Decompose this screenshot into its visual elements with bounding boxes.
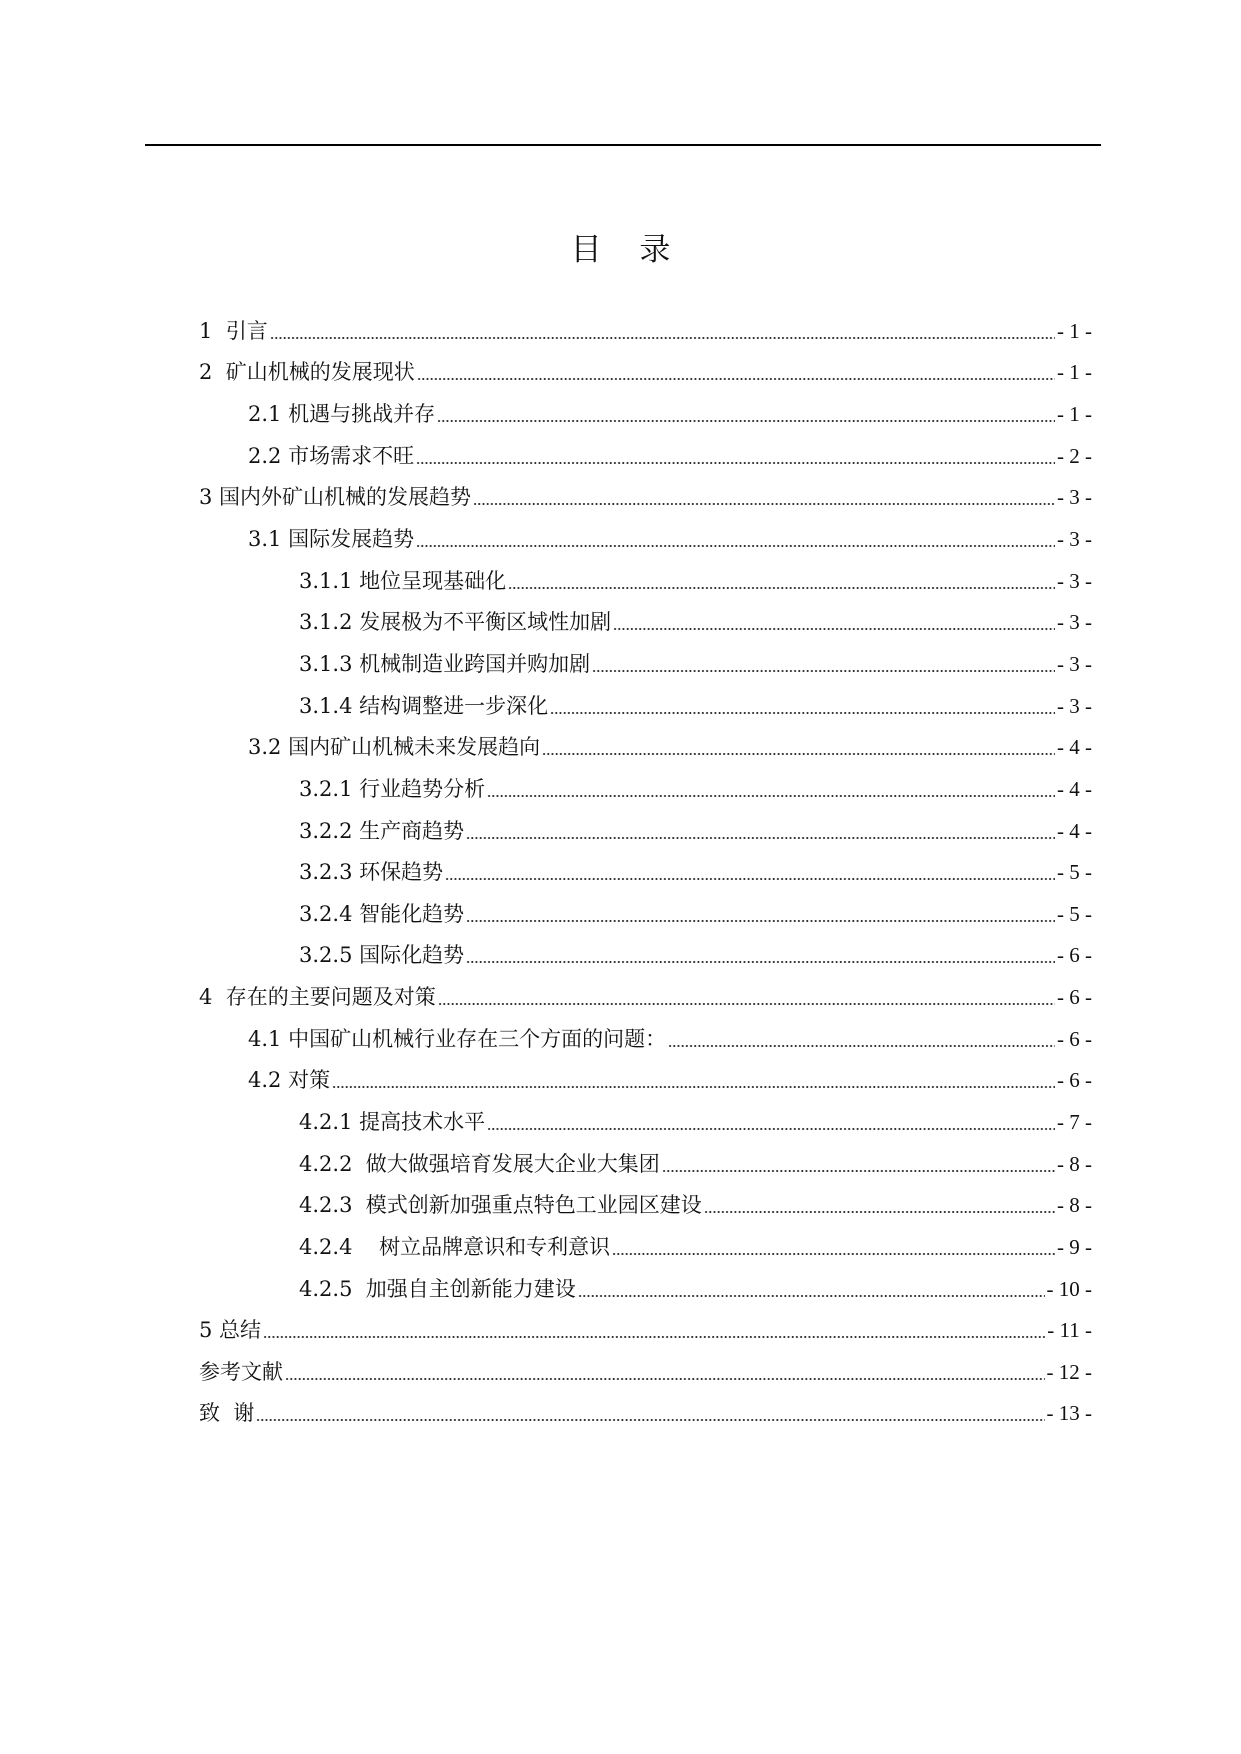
toc-entry[interactable] bbox=[199, 810, 1092, 852]
toc-entry-label: 3.1.2 发展极为不平衡区域性加剧 bbox=[299, 610, 612, 635]
header-rule bbox=[145, 144, 1101, 146]
toc-entry-label: 4.2.3 模式创新加强重点特色工业园区建设 bbox=[299, 1193, 702, 1218]
toc-dot-leader bbox=[578, 1293, 1045, 1299]
toc-dot-leader bbox=[473, 501, 1055, 507]
toc-entry-page-number: - 1 - bbox=[1057, 318, 1092, 343]
toc-entry-label: 2.1 机遇与挑战并存 bbox=[248, 402, 436, 427]
toc-entry-page-number: - 3 - bbox=[1057, 610, 1092, 635]
toc-entry-page-number: - 6 - bbox=[1057, 1068, 1092, 1093]
toc-dot-leader bbox=[487, 1126, 1055, 1132]
toc-entry-page-number: - 9 - bbox=[1057, 1234, 1092, 1259]
toc-entry[interactable] bbox=[199, 1309, 1092, 1351]
toc-dot-leader bbox=[256, 1417, 1044, 1423]
toc-entry-label: 3.2.4 智能化趋势 bbox=[299, 901, 465, 926]
toc-entry[interactable] bbox=[199, 893, 1092, 935]
toc-dot-leader bbox=[466, 835, 1055, 841]
toc-dot-leader bbox=[550, 710, 1055, 716]
toc-entry-page-number: - 4 - bbox=[1057, 776, 1092, 801]
toc-entry-page-number: - 6 - bbox=[1057, 943, 1092, 968]
toc-dot-leader bbox=[612, 1251, 1055, 1257]
toc-entry-label: 4.2.2 做大做强培育发展大企业大集团 bbox=[299, 1151, 660, 1176]
toc-entry[interactable] bbox=[199, 310, 1092, 352]
toc-entry-label: 3.1.4 结构调整进一步深化 bbox=[299, 693, 549, 718]
toc-dot-leader bbox=[668, 1043, 1055, 1049]
toc-entry-page-number: - 6 - bbox=[1057, 1026, 1092, 1051]
toc-dot-leader bbox=[592, 668, 1055, 674]
toc-entry[interactable] bbox=[199, 768, 1092, 810]
toc-entry-page-number: - 5 - bbox=[1057, 860, 1092, 885]
toc-entry[interactable] bbox=[199, 601, 1092, 643]
toc-entry-label: 4.1 中国矿山机械行业存在三个方面的问题： bbox=[248, 1026, 667, 1051]
toc-entry[interactable] bbox=[199, 1143, 1092, 1185]
toc-dot-leader bbox=[437, 418, 1055, 424]
toc-entry-label: 3.1.1 地位呈现基础化 bbox=[299, 568, 507, 593]
toc-entry-label: 3.1.3 机械制造业跨国并购加剧 bbox=[299, 651, 591, 676]
toc-entry-page-number: - 6 - bbox=[1057, 985, 1092, 1010]
table-of-contents bbox=[199, 310, 1092, 1434]
toc-entry[interactable] bbox=[199, 518, 1092, 560]
toc-entry-page-number: - 13 - bbox=[1046, 1401, 1092, 1426]
toc-dot-leader bbox=[417, 376, 1055, 382]
toc-dot-leader bbox=[416, 460, 1055, 466]
toc-entry[interactable] bbox=[199, 1060, 1092, 1102]
toc-entry[interactable] bbox=[199, 851, 1092, 893]
toc-dot-leader bbox=[704, 1209, 1055, 1215]
toc-entry-page-number: - 4 - bbox=[1057, 735, 1092, 760]
toc-entry-page-number: - 10 - bbox=[1046, 1276, 1092, 1301]
toc-entry-page-number: - 3 - bbox=[1057, 693, 1092, 718]
toc-entry[interactable] bbox=[199, 1226, 1092, 1268]
toc-entry-label: 3.1 国际发展趋势 bbox=[248, 527, 415, 552]
toc-dot-leader bbox=[508, 585, 1055, 591]
toc-entry[interactable] bbox=[199, 1101, 1092, 1143]
toc-entry[interactable] bbox=[199, 685, 1092, 727]
toc-entry-label: 3.2.2 生产商趋势 bbox=[299, 818, 465, 843]
toc-entry-page-number: - 3 - bbox=[1057, 568, 1092, 593]
toc-entry[interactable] bbox=[199, 393, 1092, 435]
toc-entry[interactable] bbox=[199, 560, 1092, 602]
toc-entry-label: 参考文献 bbox=[199, 1359, 283, 1384]
toc-title: 目 录 bbox=[570, 232, 685, 268]
toc-entry-page-number: - 1 - bbox=[1057, 360, 1092, 385]
toc-entry-page-number: - 2 - bbox=[1057, 443, 1092, 468]
toc-entry[interactable] bbox=[199, 435, 1092, 477]
toc-entry[interactable] bbox=[199, 1268, 1092, 1310]
toc-entry-label: 3 国内外矿山机械的发展趋势 bbox=[199, 485, 472, 510]
toc-entry[interactable] bbox=[199, 477, 1092, 519]
toc-entry-label: 5 总结 bbox=[199, 1318, 262, 1343]
toc-entry[interactable] bbox=[199, 726, 1092, 768]
toc-entry[interactable] bbox=[199, 976, 1092, 1018]
toc-entry[interactable] bbox=[199, 643, 1092, 685]
toc-entry-label: 3.2 国内矿山机械未来发展趋向 bbox=[248, 735, 541, 760]
toc-entry-label: 2.2 市场需求不旺 bbox=[248, 443, 415, 468]
toc-entry-page-number: - 3 - bbox=[1057, 527, 1092, 552]
toc-entry-label: 3.2.5 国际化趋势 bbox=[299, 943, 465, 968]
toc-entry-label: 1 引言 bbox=[199, 318, 268, 343]
toc-entry-label: 4.2.5 加强自主创新能力建设 bbox=[299, 1276, 576, 1301]
toc-entry[interactable] bbox=[199, 1351, 1092, 1393]
toc-entry[interactable] bbox=[199, 935, 1092, 977]
toc-dot-leader bbox=[285, 1376, 1045, 1382]
toc-dot-leader bbox=[270, 335, 1055, 341]
toc-dot-leader bbox=[613, 626, 1055, 632]
toc-entry-label: 3.2.1 行业趋势分析 bbox=[299, 776, 486, 801]
toc-entry-page-number: - 8 - bbox=[1057, 1193, 1092, 1218]
toc-dot-leader bbox=[445, 876, 1055, 882]
toc-entry-page-number: - 7 - bbox=[1057, 1109, 1092, 1134]
toc-entry-page-number: - 3 - bbox=[1057, 651, 1092, 676]
toc-entry-page-number: - 5 - bbox=[1057, 901, 1092, 926]
toc-entry[interactable] bbox=[199, 1018, 1092, 1060]
toc-entry-label: 4.2 对策 bbox=[248, 1068, 331, 1093]
toc-dot-leader bbox=[263, 1334, 1045, 1340]
toc-entry-page-number: - 4 - bbox=[1057, 818, 1092, 843]
toc-entry[interactable] bbox=[199, 352, 1092, 394]
toc-entry-label: 3.2.3 环保趋势 bbox=[299, 860, 444, 885]
toc-dot-leader bbox=[487, 793, 1055, 799]
toc-entry-page-number: - 11 - bbox=[1047, 1318, 1092, 1343]
toc-dot-leader bbox=[416, 543, 1055, 549]
toc-dot-leader bbox=[332, 1084, 1055, 1090]
toc-entry-page-number: - 3 - bbox=[1057, 485, 1092, 510]
toc-dot-leader bbox=[466, 918, 1055, 924]
toc-entry-label: 致 谢 bbox=[199, 1401, 255, 1426]
toc-entry-label: 2 矿山机械的发展现状 bbox=[199, 360, 415, 385]
toc-dot-leader bbox=[466, 959, 1055, 965]
toc-entry[interactable] bbox=[199, 1184, 1092, 1226]
toc-entry-label: 4.2.1 提高技术水平 bbox=[299, 1109, 486, 1134]
toc-entry-page-number: - 8 - bbox=[1057, 1151, 1092, 1176]
toc-entry-page-number: - 1 - bbox=[1057, 402, 1092, 427]
toc-dot-leader bbox=[662, 1168, 1055, 1174]
toc-entry[interactable] bbox=[199, 1393, 1092, 1435]
toc-dot-leader bbox=[542, 751, 1055, 757]
toc-entry-label: 4.2.4 树立品牌意识和专利意识 bbox=[299, 1234, 611, 1259]
toc-entry-page-number: - 12 - bbox=[1046, 1359, 1092, 1384]
toc-dot-leader bbox=[438, 1001, 1055, 1007]
toc-entry-label: 4 存在的主要问题及对策 bbox=[199, 985, 436, 1010]
